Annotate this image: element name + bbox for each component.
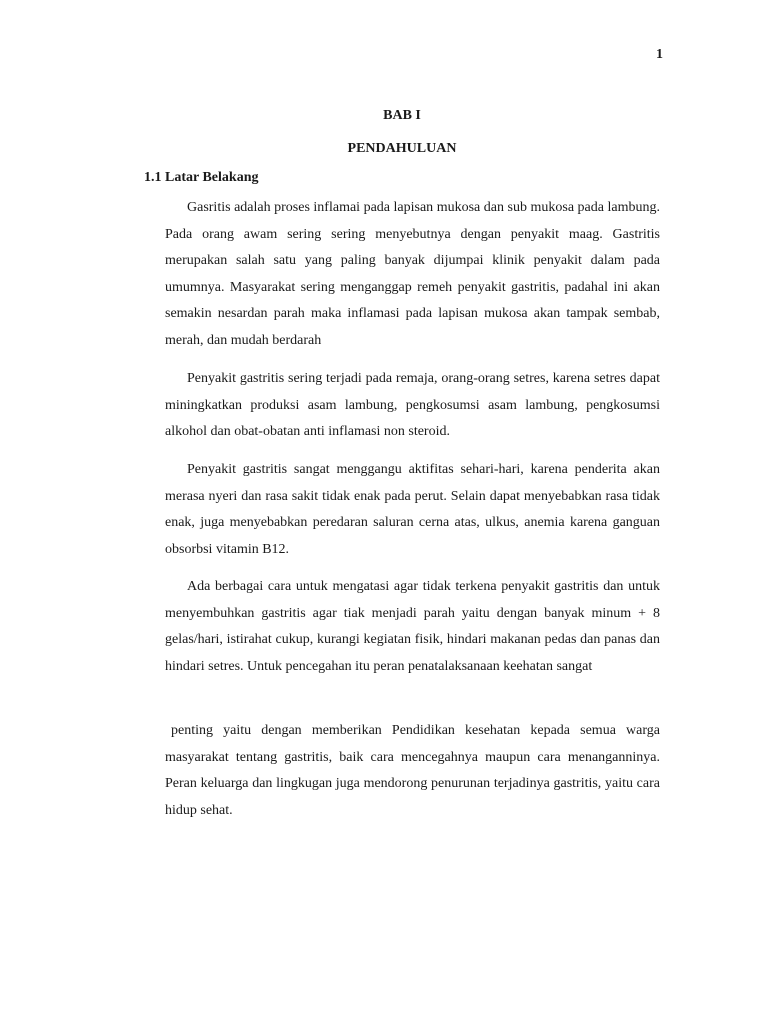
section-heading: 1.1 Latar Belakang: [144, 170, 259, 185]
chapter-title: PENDAHULUAN: [347, 141, 457, 156]
paragraph: Ada berbagai cara untuk mengatasi agar tidak terkena penyakit gastritis dan untuk menyembuhkan gastritis agar tiak menjadi parah yaitu dengan banyak minum + 8 gelas/hari, istirahat cukup, kurangi kegiatan fisik, hindari makanan pedas dan panas dan hindari setres. Untuk pencegahan itu peran penatalaksanaan keehatan sangat: [165, 579, 660, 674]
page-number: 1: [656, 47, 663, 62]
chapter-label: BAB I: [383, 108, 421, 123]
paragraph: Penyakit gastritis sangat menggangu aktifitas sehari-hari, karena penderita akan merasa nyeri dan rasa sakit tidak enak pada perut. Selain dapat menyebabkan rasa tidak enak, juga menyebabkan peredaran saluran cerna atas, ulkus, anemia karena ganguan obsorbsi vitamin B12.: [165, 462, 660, 557]
paragraph: Gasritis adalah proses inflamai pada lapisan mukosa dan sub mukosa pada lambung. Pada orang awam sering sering menyebutnya dengan penyakit maag. Gastritis merupakan salah satu yang paling banyak dijumpai klinik penyakit dalam pada umumnya. Masyarakat sering menganggap remeh penyakit gastritis, padahal ini akan semakin nesardan parah maka inflamasi pada lapisan mukosa akan tampak sembab, merah, dan mudah berdarah: [165, 200, 660, 348]
paragraph: Penyakit gastritis sering terjadi pada remaja, orang-orang setres, karena setres dapat miningkatkan produksi asam lambung, pengkosumsi asam lambung, pengkosumsi alkohol dan obat-obatan anti inflamasi non steroid.: [165, 371, 660, 439]
paragraph: penting yaitu dengan memberikan Pendidikan kesehatan kepada semua warga masyarakat tentang gastritis, baik cara mencegahnya maupun cara menanganninya. Peran keluarga dan lingkugan juga mendorong penurunan terjadinya gastritis, yaitu cara hidup sehat.: [165, 723, 660, 818]
